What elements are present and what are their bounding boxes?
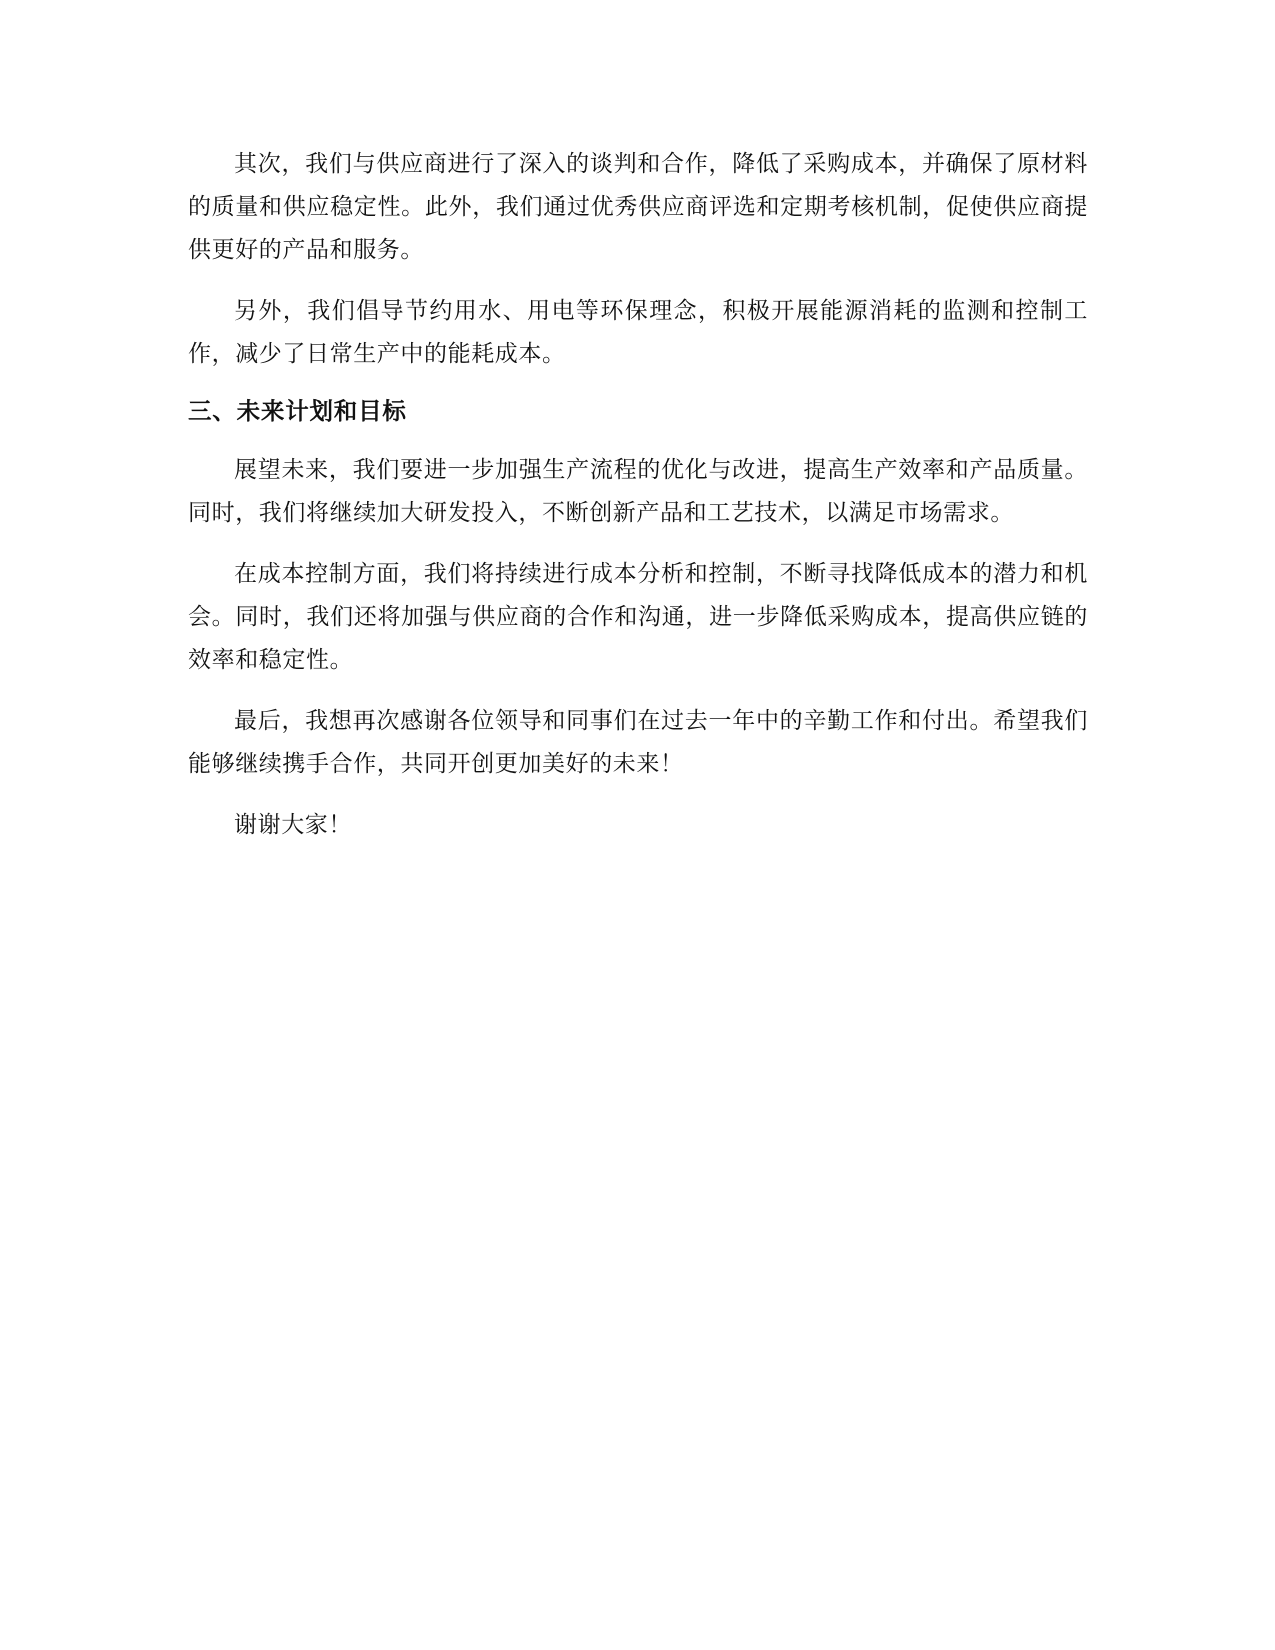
paragraph-spacer [188, 786, 1088, 804]
paragraph-cost-control: 在成本控制方面，我们将持续进行成本分析和控制，不断寻找降低成本的潜力和机会。同时，我们还将加强与供应商的合作和沟通，进一步降低采购成本，提高供应链的效率和稳定性。 [188, 561, 1088, 673]
section-heading-future-plans: 三、未来计划和目标 [188, 397, 407, 425]
paragraph-thanks-colleagues: 最后，我想再次感谢各位领导和同事们在过去一年中的辛勤工作和付出。希望我们能够继续携手合作，共同开创更加美好的未来！ [188, 708, 1088, 777]
heading-spacer [188, 433, 1088, 449]
paragraph-energy-saving: 另外，我们倡导节约用水、用电等环保理念，积极开展能源消耗的监测和控制工作，减少了日常生产中的能耗成本。 [188, 298, 1088, 367]
document-body [188, 143, 1088, 847]
paragraph-spacer [188, 682, 1088, 700]
paragraph-closing: 谢谢大家！ [234, 812, 352, 838]
paragraph-spacer [188, 272, 1088, 290]
paragraph-supplier-cooperation: 其次，我们与供应商进行了深入的谈判和合作，降低了采购成本，并确保了原材料的质量和供应稳定性。此外，我们通过优秀供应商评选和定期考核机制，促使供应商提供更好的产品和服务。 [188, 151, 1088, 263]
paragraph-outlook: 展望未来，我们要进一步加强生产流程的优化与改进，提高生产效率和产品质量。同时，我们将继续加大研发投入，不断创新产品和工艺技术，以满足市场需求。 [188, 457, 1088, 526]
paragraph-spacer [188, 535, 1088, 553]
heading-spacer [188, 376, 1088, 390]
